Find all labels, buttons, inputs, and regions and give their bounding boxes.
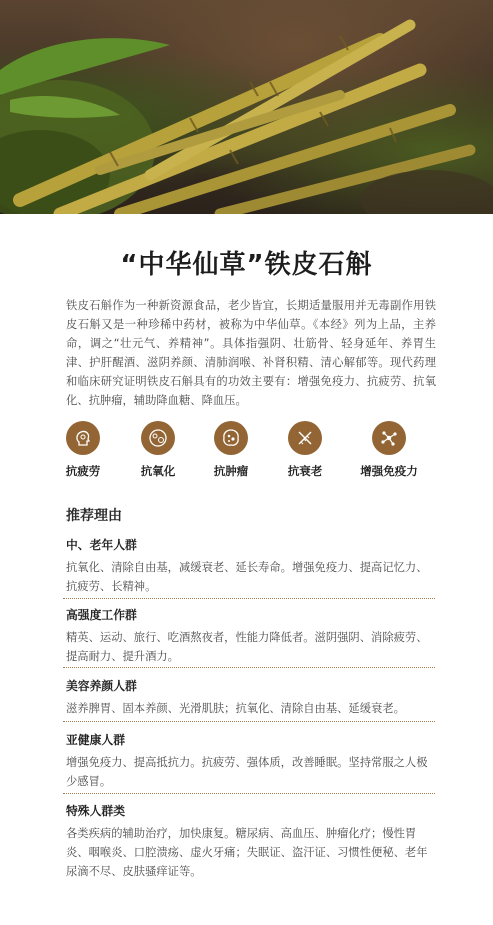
benefit-label: 抗疲劳 [65, 464, 101, 478]
dna-icon [288, 421, 322, 455]
group-description: 抗氧化、清除自由基，减缓衰老、延长寿命。增强免疫力、提高记忆力、抗疲劳、长精神。 [66, 561, 428, 593]
benefit-label: 抗衰老 [287, 464, 323, 478]
reasons-heading: 推荐理由 [66, 508, 122, 524]
reason-group-middle-aged [66, 536, 436, 596]
head-icon [66, 421, 100, 455]
benefit-anti-aging [260, 421, 350, 479]
intro-paragraph: 铁皮石斛作为一种新资源食品，老少皆宜，长期适量服用并无毒副作用铁皮石斛又是一种珍稀中药材，被称为中华仙草。《本经》列为上品，主养命，调之“壮元气、养精神”。具体指强阴、壮筋骨、轻身延年、养胃生津、护肝醒酒、滋阴养颜、清肺润喉、补肾积精、清心解郁等。现代药理和临床研究证明铁皮石斛具有的功效主要有：增强免疫力、抗疲劳、抗氧化、抗肿瘤，辅助降血糖、降血压。 [66, 299, 436, 407]
group-title: 中、老年人群 [66, 538, 137, 552]
group-title: 特殊人群类 [66, 804, 125, 818]
benefit-immunity [344, 421, 434, 479]
dendrobium-stems-illustration [0, 0, 493, 214]
group-description: 精英、运动、旅行、吃酒熬夜者，性能力降低者。滋阴强阴、消除疲劳、提高耐力、提升酒力。 [66, 631, 428, 663]
reason-group-beauty [66, 677, 436, 718]
hero-photo-dendrobium [0, 0, 493, 214]
group-description: 滋养脾胃、固本养颜、光滑肌肤；抗氧化、清除自由基、延缓衰老。 [66, 702, 405, 715]
dotted-divider [63, 667, 435, 668]
group-title: 美容养颜人群 [66, 679, 137, 693]
molecule-cell-icon [141, 421, 175, 455]
network-nodes-icon [372, 421, 406, 455]
reason-group-special [66, 802, 436, 881]
group-description: 各类疾病的辅助治疗，加快康复。糖尿病、高血压、肿瘤化疗；慢性胃炎、咽喉炎、口腔溃疡、虚火牙痛；失眠证、盗汗证、习惯性便秘、老年尿滴不尽、皮肤骚痒证等。 [66, 827, 428, 878]
tumor-cell-icon [214, 421, 248, 455]
dotted-divider [63, 598, 435, 599]
group-title: 高强度工作群 [66, 608, 137, 622]
dotted-divider [63, 793, 435, 794]
page-title: “中华仙草”铁皮石斛 [120, 250, 373, 280]
benefit-label: 抗肿瘤 [213, 464, 249, 478]
benefit-label: 增强免疫力 [360, 464, 418, 478]
benefit-icons-row [0, 421, 493, 481]
group-description: 增强免疫力、提高抵抗力。抗疲劳、强体质，改善睡眠。坚持常服之人极少感冒。 [66, 756, 428, 788]
dotted-divider [63, 721, 435, 722]
reason-group-high-intensity-work [66, 606, 436, 666]
reason-group-sub-health [66, 731, 436, 791]
group-title: 亚健康人群 [66, 733, 125, 747]
benefit-label: 抗氧化 [140, 464, 176, 478]
